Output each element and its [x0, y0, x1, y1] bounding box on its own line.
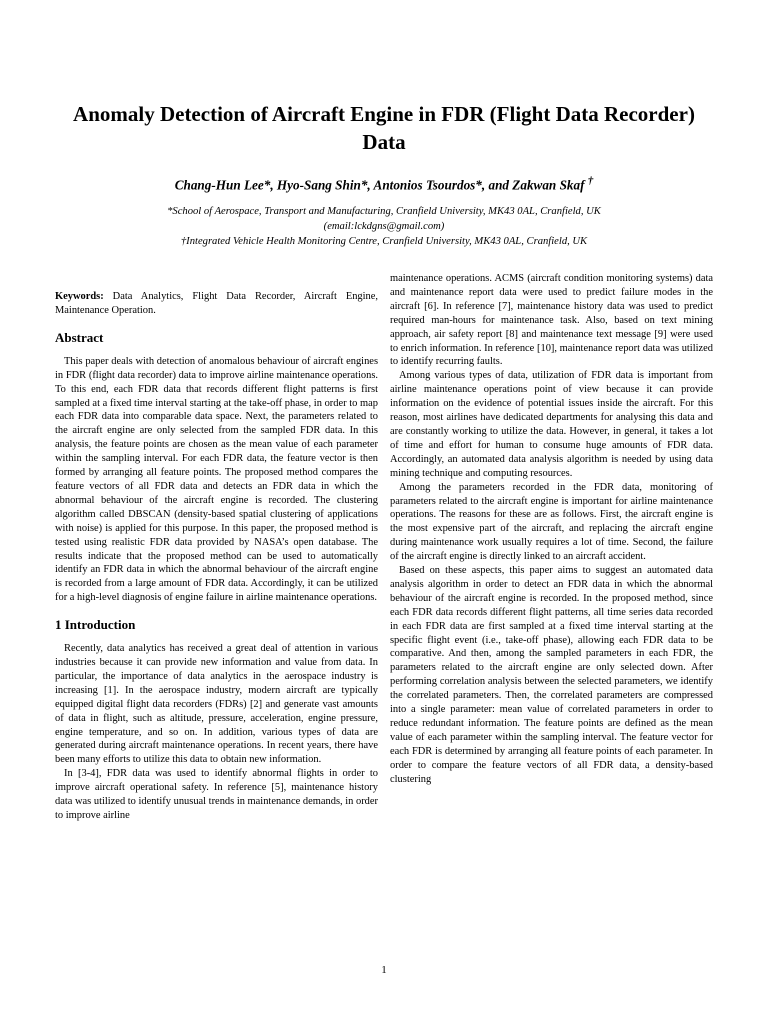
introduction-heading: 1 Introduction	[55, 617, 136, 633]
body-paragraph-1: maintenance operations. ACMS (aircraft condition monitoring systems) data and maintenance report data were used to predict failure modes in the aircraft [6]. In reference [7], maintenance history data was used to predict required man-hours for maintenance task. Also, based on text mining approach, air safety report [8] and maintenance text message [9] were used to enrich information. In reference [10], maintenance report data was utilized to identify recurring faults.	[390, 273, 713, 368]
page-number: 1	[381, 964, 387, 976]
paper-title: Anomaly Detection of Aircraft Engine in FDR (Flight Data Recorder) Data	[73, 102, 695, 154]
contact-email: (email:lckdgns@gmail.com)	[323, 221, 445, 232]
keywords-label: Keywords:	[55, 291, 104, 302]
author-names: Chang-Hun Lee*, Hyo-Sang Shin*, Antonios Tsourdos*, and Zakwan Skaf	[174, 177, 585, 193]
affiliation-cranfield-satm: *School of Aerospace, Transport and Manufacturing, Cranfield University, MK43 0AL, Cranfield, UK	[167, 206, 601, 217]
body-paragraph-2: Among various types of data, utilization of FDR data is important from airline maintenance operations point of view because it can provide information on the evidence of potential issues inside the aircraft. For this reason, most airlines have dedicated departments for analysing this data and are constantly working to utilize the data. However, in general, it takes a lot of time and effort for human to consume huge amounts of FDR data. Accordingly, an automated data analysis algorithm is needed by using data mining technique and computing resources.	[390, 370, 713, 479]
affiliations	[40, 204, 728, 249]
keywords	[55, 290, 378, 318]
left-column	[55, 290, 378, 823]
author-footnote-mark: †	[587, 175, 594, 187]
abstract-text: This paper deals with detection of anomalous behaviour of aircraft engines in FDR (flight data recorder) data to improve airline maintenance operations. To this end, each FDR data that records different flight patterns is first sampled at a fixed time interval starting at the take-off phase, in order to map each FDR data into comparable data space. Next, the parameters related to the aircraft engine are only selected from the sampled FDR data. In this analysis, the feature points are chosen as the mean value of each parameter within the sampling interval. For each FDR data, the feature vector is then formed by arranging all feature points. The proposed method compares the feature vectors of all FDR data and detects an FDR data in which the abnormal behaviour of the aircraft engine is recorded. The clustering algorithm called DBSCAN (density-based spatial clustering of applications with noise) is applied for this purpose. In this paper, the proposed method is tested using realistic FDR data provided by NASA’s open database. The results indicate that the proposed method can be used to automatically identify an FDR data in which the abnormal behaviour of the aircraft engine is recorded from a large amount of FDR data. Accordingly, it can be utilized for a high-level diagnosis of engine failure in airline maintenance operations.	[55, 355, 378, 604]
author-list	[40, 172, 728, 194]
intro-paragraph-1: Recently, data analytics has received a great deal of attention in various industries because it can provide new information and value from data. In particular, the importance of data analytics in the aerospace industry is increasing [1]. In the aerospace industry, modern aircraft are typically equipped digital flight data recorders (FDRs) [2] and generate vast amounts of data in flight, such as altitude, pressure, acceleration, engine pressure, engine temperature, and so on. In addition, various types of data are generated during aircraft maintenance operations. In recent years, there have been many efforts to utilize this data to obtain new information.	[55, 643, 378, 766]
abstract-heading: Abstract	[55, 329, 104, 345]
affiliation-ivhm: †Integrated Vehicle Health Monitoring Centre, Cranfield University, MK43 0AL, Cranfield, UK	[180, 236, 588, 247]
keywords-text: Data Analytics, Flight Data Recorder, Aircraft Engine, Maintenance Operation.	[55, 291, 378, 316]
right-column	[390, 272, 713, 787]
intro-paragraph-2: In [3-4], FDR data was used to identify abnormal flights in order to improve aircraft operational safety. In reference [5], maintenance history data was utilized to identify unusual trends in maintenance demands, in order to improve airline	[55, 768, 378, 821]
body-paragraph-4: Based on these aspects, this paper aims to suggest an automated data analysis algorithm in order to detect an FDR data in which the abnormal behaviour of the aircraft engine is recorded. In the proposed method, since each FDR data records different flight patterns, all time series data recorded in each FDR data are first sampled at a fixed time interval starting at the specific flight event (i.e., take-off phase), allowing each FDR data to be comparative. And then, among the sampled parameters in each FDR, the parameters related to the aircraft engine are only selected down. After performing correlation analysis between the selected parameters, we identify the correlated parameters. Then, the correlated parameters are compressed into a single parameter: mean value of correlated parameters in order to reduce redundant information. The feature points are defined as the mean value of each parameter within the sampling interval. The feature vector for each FDR is determined by arranging all feature points of each parameter. In order to compare the feature vectors of all FDR data, a density-based clustering	[390, 565, 713, 785]
body-paragraph-3: Among the parameters recorded in the FDR data, monitoring of parameters related to the aircraft engine is important for airline maintenance operations. The reasons for these are as follows. First, the aircraft engine is the most expensive part of the aircraft, and replacing the aircraft engine during maintenance work usually requires a lot of time. Second, the failure of the aircraft engine is directly linked to an aircraft accident.	[390, 481, 713, 563]
